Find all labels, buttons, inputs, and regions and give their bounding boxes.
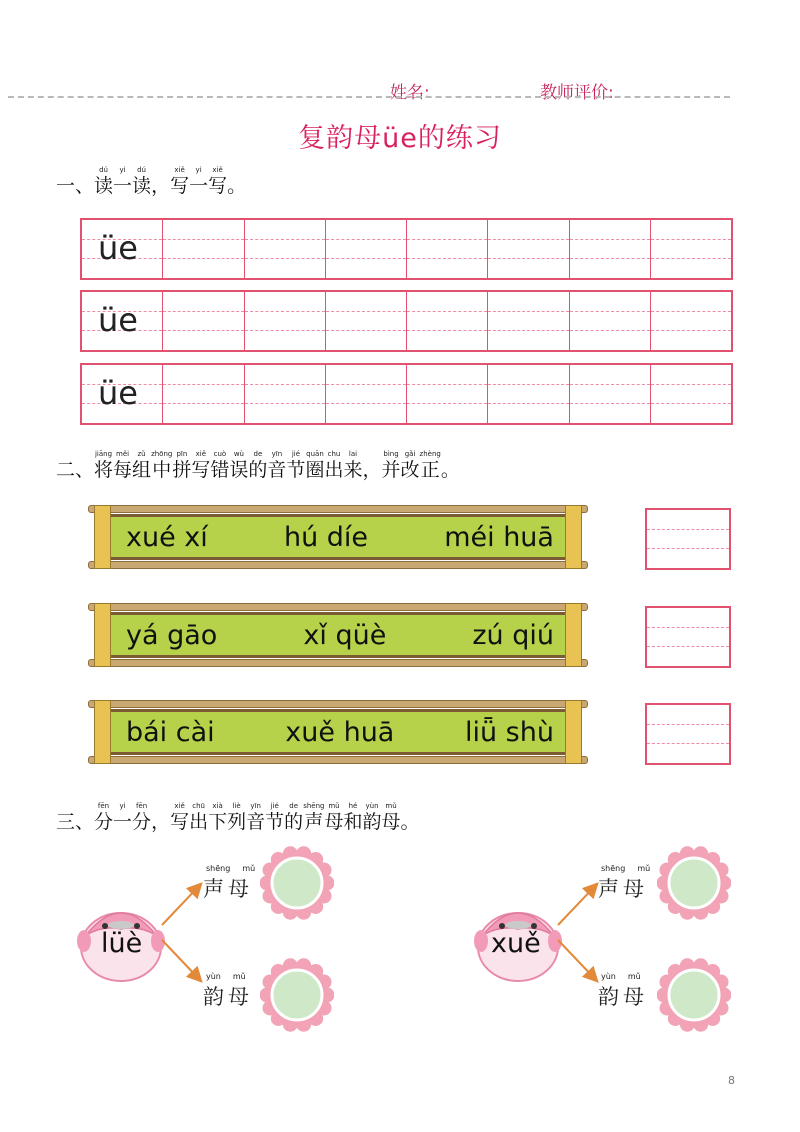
hanzi: 声 [304, 811, 324, 833]
hanzi: 一 [113, 811, 133, 833]
hanzi: 读 [132, 175, 152, 197]
pinyin: zǔ [137, 450, 146, 458]
writing-cell[interactable] [326, 220, 407, 278]
pinyin: mǔ [627, 972, 641, 981]
title-char [208, 166, 227, 197]
pinyin: dú [137, 166, 146, 174]
title-char [267, 450, 286, 481]
pinyin: gǎi [404, 450, 416, 458]
pinyin: xiě [174, 802, 185, 810]
title-char [189, 802, 208, 833]
writing-cell[interactable] [163, 292, 244, 350]
title-char [441, 450, 460, 481]
writing-cell[interactable] [651, 220, 731, 278]
pinyin: chū [192, 802, 205, 810]
teacher-evaluation-label: 教师评价: [540, 83, 614, 103]
hanzi: 写 [170, 175, 190, 197]
writing-cell[interactable] [488, 292, 569, 350]
writing-cell[interactable] [163, 220, 244, 278]
title-char [363, 802, 382, 833]
title-char [248, 450, 267, 481]
writing-cell[interactable] [651, 292, 731, 350]
hanzi: 读 [94, 175, 114, 197]
title-char [343, 450, 362, 481]
hanzi: 和 [343, 811, 363, 833]
hanzi: 组 [132, 459, 152, 481]
correction-box[interactable] [645, 606, 731, 668]
hanzi: 的 [248, 459, 268, 481]
correction-box[interactable] [645, 703, 731, 765]
writing-cell[interactable] [82, 292, 163, 350]
pinyin: jié [270, 802, 279, 810]
writing-cell[interactable] [651, 365, 731, 423]
initial-text: 声母 [203, 877, 253, 901]
correction-box[interactable] [645, 508, 731, 570]
title-char [324, 450, 343, 481]
title-char [113, 450, 132, 481]
hanzi: 韵 [362, 811, 382, 833]
page-number: 8 [728, 1074, 735, 1087]
hanzi: 误 [229, 459, 249, 481]
pinyin: pīn [176, 450, 188, 458]
title-char [151, 450, 172, 481]
title-char [420, 450, 441, 481]
final-text: 韵母 [598, 985, 648, 1009]
pinyin: yi [119, 802, 126, 810]
title-char [94, 450, 113, 481]
writing-cell[interactable] [407, 365, 488, 423]
title-char [401, 450, 420, 481]
title-char [305, 450, 324, 481]
final-text: 韵母 [203, 985, 253, 1009]
section-3-title [56, 802, 420, 833]
pinyin: shēng [206, 864, 231, 873]
title-char [343, 802, 362, 833]
title-char [113, 166, 132, 197]
hanzi: 每 [113, 459, 133, 481]
writing-cell[interactable] [407, 292, 488, 350]
hanzi: 写 [208, 175, 228, 197]
syllable-scroll [88, 505, 588, 569]
section-2-prefix: 二、 [56, 459, 95, 481]
hanzi: 节 [286, 459, 306, 481]
hanzi: 一 [113, 175, 133, 197]
pinyin: xià [212, 802, 223, 810]
title-char [172, 450, 191, 481]
hanzi: 分 [132, 811, 152, 833]
pinyin: mǔ [385, 802, 397, 810]
syllable-word[interactable]: bái cài [126, 716, 215, 748]
pinyin: hé [348, 802, 358, 810]
pinyin: wù [233, 450, 244, 458]
hanzi: 并 [381, 459, 401, 481]
title-char [265, 802, 284, 833]
hanzi: 节 [265, 811, 285, 833]
writing-cell[interactable] [82, 365, 163, 423]
initial-text: 声母 [598, 877, 648, 901]
pinyin: yùn [206, 972, 221, 981]
hanzi: 母 [381, 811, 401, 833]
final-label [598, 972, 648, 1011]
hanzi: 中 [152, 459, 172, 481]
title-char [189, 166, 208, 197]
title-char [227, 802, 246, 833]
hanzi: 出 [324, 459, 344, 481]
syllable-scroll [88, 700, 588, 764]
pinyin: mǔ [637, 864, 651, 873]
pinyin: jié [291, 450, 301, 458]
pinyin: mǔ [328, 802, 340, 810]
initial-answer-circle[interactable] [657, 846, 731, 920]
hanzi: 分 [94, 811, 114, 833]
pinyin: mǔ [232, 972, 246, 981]
final-answer-circle[interactable] [260, 958, 334, 1032]
title-char [132, 166, 151, 197]
pinyin: yùn [365, 802, 379, 810]
title-char [132, 802, 151, 833]
final-label [203, 972, 253, 1011]
pinyin: de [289, 802, 299, 810]
initial-label [203, 864, 255, 903]
hanzi: 圈 [305, 459, 325, 481]
syllable-scroll [88, 603, 588, 667]
title-char [208, 802, 227, 833]
writing-grid-row [80, 363, 733, 425]
pinyin: shēng [303, 802, 325, 810]
pinyin: xiě [212, 166, 223, 174]
writing-cell[interactable] [245, 292, 326, 350]
pinyin: xiě [174, 166, 185, 174]
pinyin: yi [119, 166, 126, 174]
hanzi: 正 [420, 459, 440, 481]
section-3-prefix: 三、 [56, 811, 95, 833]
initial-answer-circle[interactable] [260, 846, 334, 920]
hanzi: 音 [246, 811, 266, 833]
title-char [382, 450, 401, 481]
pinyin: fēn [135, 802, 148, 810]
hanzi: ， [151, 175, 171, 197]
initial-label [598, 864, 650, 903]
writing-cell[interactable] [407, 220, 488, 278]
writing-grid-row [80, 218, 733, 280]
syllable-word[interactable]: liǖ shù [464, 716, 554, 748]
hanzi: 。 [400, 811, 420, 833]
writing-cell[interactable] [570, 365, 651, 423]
hanzi: 拼 [172, 459, 192, 481]
pinyin: měi [116, 450, 130, 458]
pinyin: mǔ [242, 864, 256, 873]
pinyin: quān [306, 450, 324, 458]
hanzi: 改 [400, 459, 420, 481]
page-title: 复韵母üe的练习 [298, 123, 502, 154]
hanzi: 来 [343, 459, 363, 481]
hanzi: 写 [170, 811, 190, 833]
title-char [210, 450, 229, 481]
pinyin: zhèng [419, 450, 441, 458]
syllable-word[interactable]: xǐ qüè [303, 619, 387, 651]
hanzi: 错 [210, 459, 230, 481]
pinyin: zhōng [151, 450, 173, 458]
pinyin: chu [327, 450, 341, 458]
name-label: 姓名: [390, 83, 430, 103]
pinyin: jiāng [94, 450, 113, 458]
title-char [191, 450, 210, 481]
header-divider [8, 96, 730, 98]
title-char [303, 802, 324, 833]
pinyin: dú [99, 166, 108, 174]
pinyin: bìng [383, 450, 399, 458]
pinyin: cuò [213, 450, 227, 458]
title-char [94, 802, 113, 833]
syllable-word[interactable]: yá gāo [126, 619, 218, 651]
writing-cell[interactable] [82, 220, 163, 278]
pinyin: xiě [195, 450, 207, 458]
hanzi: 列 [227, 811, 247, 833]
hanzi: 一 [189, 175, 209, 197]
syllable-word[interactable]: hú díe [283, 521, 369, 553]
hanzi: 。 [227, 175, 247, 197]
hanzi: ， [151, 811, 171, 833]
title-char [151, 802, 170, 833]
syllable-word: xuě [491, 928, 541, 959]
syllable-word[interactable]: zú qiú [472, 619, 554, 651]
title-char [229, 450, 248, 481]
hanzi: 。 [440, 459, 460, 481]
syllable-word: lüè [101, 928, 143, 959]
syllable-word[interactable]: méi huā [444, 521, 554, 553]
title-char [382, 802, 401, 833]
syllable-word[interactable]: xué xí [126, 521, 208, 553]
title-char [170, 166, 189, 197]
example-final: üe [98, 374, 138, 412]
pinyin: fēn [97, 802, 110, 810]
title-char [284, 802, 303, 833]
writing-cell[interactable] [326, 292, 407, 350]
pinyin: liè [232, 802, 241, 810]
pinyin: lai [348, 450, 358, 458]
section-2 [56, 450, 460, 481]
title-char [151, 166, 170, 197]
hanzi: 的 [284, 811, 304, 833]
pinyin: yùn [601, 972, 616, 981]
writing-cell[interactable] [488, 220, 569, 278]
hanzi: 出 [189, 811, 209, 833]
section-1-title [56, 166, 246, 197]
example-final: üe [98, 229, 138, 267]
pinyin: yīn [271, 450, 283, 458]
pinyin: yi [195, 166, 202, 174]
section-2-title [56, 450, 460, 481]
writing-cell[interactable] [163, 365, 244, 423]
example-final: üe [98, 301, 138, 339]
syllable-word[interactable]: xuě huā [285, 716, 395, 748]
pinyin: de [253, 450, 263, 458]
writing-cell[interactable] [570, 220, 651, 278]
title-char [227, 166, 246, 197]
writing-grid-row [80, 290, 733, 352]
hanzi: ， [362, 459, 382, 481]
hanzi: 写 [191, 459, 211, 481]
section-1 [56, 166, 246, 197]
title-char [286, 450, 305, 481]
writing-cell[interactable] [570, 292, 651, 350]
hanzi: 母 [324, 811, 344, 833]
section-3 [56, 802, 420, 833]
hanzi: 下 [208, 811, 228, 833]
writing-cell[interactable] [245, 365, 326, 423]
title-char [324, 802, 343, 833]
title-char [246, 802, 265, 833]
writing-cell[interactable] [326, 365, 407, 423]
hanzi: 将 [94, 459, 114, 481]
writing-cell[interactable] [245, 220, 326, 278]
section-1-prefix: 一、 [56, 175, 95, 197]
hanzi: 音 [267, 459, 287, 481]
title-char [132, 450, 151, 481]
pinyin: yīn [250, 802, 261, 810]
pinyin: shēng [601, 864, 626, 873]
title-char [170, 802, 189, 833]
title-char [401, 802, 420, 833]
final-answer-circle[interactable] [657, 958, 731, 1032]
writing-cell[interactable] [488, 365, 569, 423]
title-char [94, 166, 113, 197]
title-char [363, 450, 382, 481]
title-char [113, 802, 132, 833]
